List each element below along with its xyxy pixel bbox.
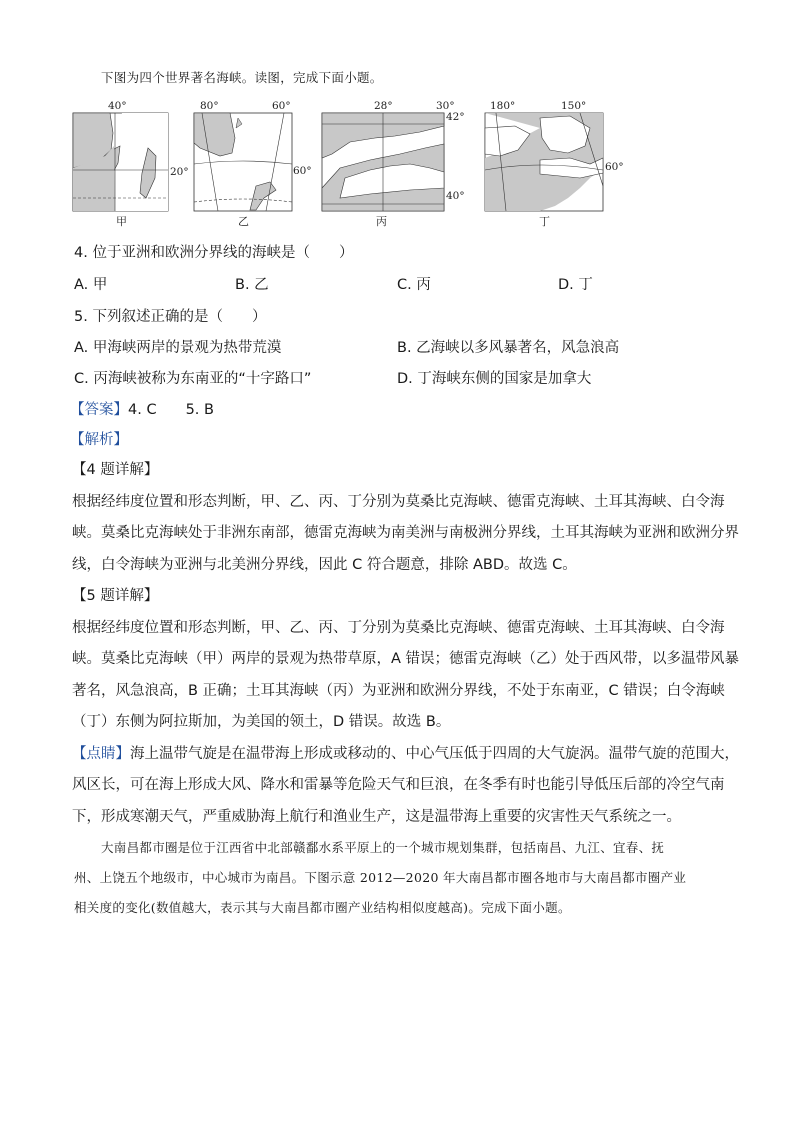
map-jia	[73, 100, 189, 228]
map-ding-caption: 丁	[539, 215, 550, 228]
tip-text-1: 海上温带气旋是在温带海上形成或移动的、中心气压低于四周的大气旋涡。温带气旋的范围大，	[130, 746, 739, 762]
map-ding	[485, 100, 624, 228]
map-jia-lon: 40°	[108, 100, 127, 112]
tip-tag: 【点睛】	[72, 746, 130, 762]
answer-text: 4. C 5. B	[128, 402, 214, 418]
intro2-line-3: 相关度的变化(数值越大，表示其与大南昌都市圈产业结构相似度越高)。完成下面小题。	[74, 900, 571, 915]
q4-option-c[interactable]: C. 丙	[397, 277, 431, 293]
answer-tag: 【答案】	[70, 402, 128, 418]
q5-option-d[interactable]: D. 丁海峡东侧的国家是加拿大	[397, 371, 592, 387]
q4-option-b[interactable]: B. 乙	[235, 277, 269, 293]
map-bing-caption: 丙	[376, 215, 387, 228]
detail-5-tag: 【5 题详解】	[72, 588, 159, 604]
q5-option-c[interactable]: C. 丙海峡被称为东南亚的“十字路口”	[74, 371, 312, 387]
intro2-line-2: 州、上饶五个地级市，中心城市为南昌。下图示意 2012—2020 年大南昌都市圈各地市与大南昌都市圈产业	[74, 870, 687, 885]
map-yi-lat: 60°	[293, 165, 312, 177]
detail-5-line-1: 根据经纬度位置和形态判断，甲、乙、丙、丁分别为莫桑比克海峡、德雷克海峡、土耳其海峡、白令海	[72, 620, 725, 636]
detail-4-line-1: 根据经纬度位置和形态判断，甲、乙、丙、丁分别为莫桑比克海峡、德雷克海峡、土耳其海峡、白令海	[72, 494, 725, 510]
map-jia-caption: 甲	[116, 215, 127, 228]
q4-stem: 4. 位于亚洲和欧洲分界线的海峡是（ ）	[74, 245, 354, 261]
map-bing-lat-bottom: 40°	[446, 190, 465, 202]
analysis-tag: 【解析】	[70, 432, 128, 448]
q4-option-d[interactable]: D. 丁	[558, 277, 593, 293]
map-bing-lat-top: 42°	[446, 111, 465, 123]
intro-text: 下图为四个世界著名海峡。读图，完成下面小题。	[101, 70, 383, 85]
map-bing	[322, 100, 465, 228]
detail-4-line-2: 峡。莫桑比克海峡处于非洲东南部，德雷克海峡为南美洲与南极洲分界线，土耳其海峡为亚洲和欧洲分界	[72, 525, 739, 541]
detail-5-line-2: 峡。莫桑比克海峡（甲）两岸的景观为热带草原，A 错误；德雷克海峡（乙）处于西风带，以多温带风暴	[72, 651, 740, 667]
detail-5-line-4: （丁）东侧为阿拉斯加，为美国的领土，D 错误。故选 B。	[72, 714, 451, 730]
q5-stem: 5. 下列叙述正确的是（ ）	[74, 309, 267, 325]
intro2-line-1: 大南昌都市圈是位于江西省中北部赣鄱水系平原上的一个城市规划集群，包括南昌、九江、宜春、抚	[101, 840, 665, 855]
map-yi-lon-left: 80°	[200, 100, 219, 112]
detail-4-tag: 【4 题详解】	[72, 462, 159, 478]
strait-maps-figure	[70, 98, 624, 230]
map-yi-caption: 乙	[238, 215, 249, 228]
map-ding-lon-right: 150°	[561, 100, 587, 112]
map-ding-lon-left: 180°	[490, 100, 516, 112]
map-bing-lon-left: 28°	[374, 100, 393, 112]
tip-line-3: 下，形成寒潮天气，严重威胁海上航行和渔业生产，这是温带海上重要的灾害性天气系统之一。	[72, 809, 681, 825]
tip-line-2: 风区长，可在海上形成大风、降水和雷暴等危险天气和巨浪，在冬季有时也能引导低压后部的冷空气南	[72, 777, 725, 793]
map-ding-lat: 60°	[605, 161, 624, 173]
q4-option-a[interactable]: A. 甲	[74, 277, 108, 293]
answer-line	[70, 400, 214, 420]
tip-line-1	[72, 744, 739, 764]
detail-4-line-3: 线，白令海峡为亚洲与北美洲分界线，因此 C 符合题意，排除 ABD。故选 C。	[72, 557, 577, 573]
map-yi-lon-right: 60°	[272, 100, 291, 112]
q5-option-b[interactable]: B. 乙海峡以多风暴著名，风急浪高	[397, 340, 620, 356]
map-yi	[194, 100, 312, 228]
map-bing-lon-right: 30°	[436, 100, 455, 112]
q5-option-a[interactable]: A. 甲海峡两岸的景观为热带荒漠	[74, 340, 282, 356]
detail-5-line-3: 著名，风急浪高，B 正确；土耳其海峡（丙）为亚洲和欧洲分界线，不处于东南亚，C 错误；白令海峡	[72, 683, 725, 699]
map-jia-lat: 20°	[170, 166, 189, 178]
